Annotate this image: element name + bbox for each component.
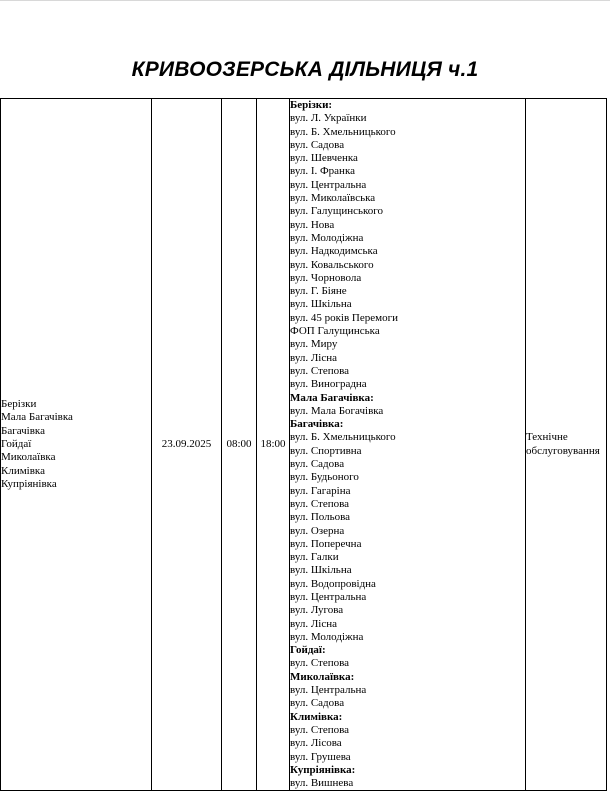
settlements-cell <box>1 99 152 791</box>
streets-cell <box>290 99 526 791</box>
street-item: вул. Степова <box>290 723 350 736</box>
street-item: вул. Виноградна <box>290 378 367 391</box>
street-item: вул. Молодіжна <box>290 231 364 244</box>
street-item: вул. 45 років Перемоги <box>290 311 398 324</box>
street-item: вул. Центральна <box>290 684 367 697</box>
street-item: вул. Л. Українки <box>290 112 367 125</box>
end-time-cell: 18:00 <box>257 99 290 791</box>
street-item: вул. Галущинського <box>290 205 384 218</box>
settlement-header: Миколаївка: <box>290 670 355 683</box>
street-item: вул. Лісова <box>290 737 342 750</box>
street-item: вул. Шкільна <box>290 564 352 577</box>
street-item: вул. Б. Хмельницького <box>290 431 396 444</box>
settlement-item: Климівка <box>1 464 45 477</box>
street-item: вул. Озерна <box>290 524 345 537</box>
street-item: вул. Молодіжна <box>290 630 364 643</box>
street-item: вул. Водопровідна <box>290 577 376 590</box>
settlement-header: Климівка: <box>290 710 343 723</box>
settlement-header: Мала Багачівка: <box>290 391 374 404</box>
outage-schedule-table <box>0 98 607 791</box>
page-title: КРИВООЗЕРСЬКА ДІЛЬНИЦЯ ч.1 <box>131 58 479 81</box>
street-item: вул. Мала Богачівка <box>290 404 384 417</box>
page-top-border <box>0 0 610 1</box>
street-item: вул. Поперечна <box>290 537 362 550</box>
settlement-header: Багачівка: <box>290 418 344 431</box>
settlement-item: Гойдаї <box>1 438 32 451</box>
street-item: вул. Степова <box>290 657 350 670</box>
street-item: вул. Шкільна <box>290 298 352 311</box>
street-item: вул. Ковальського <box>290 258 374 271</box>
street-item: вул. Польова <box>290 511 351 524</box>
table-row <box>1 99 607 791</box>
start-time-cell: 08:00 <box>222 99 257 791</box>
street-item: вул. Степова <box>290 497 350 510</box>
settlement-header: Купріянівка: <box>290 763 356 776</box>
street-item: вул. Вишнева <box>290 777 354 790</box>
settlement-header: Берізки: <box>290 99 333 111</box>
street-item: вул. І. Франка <box>290 165 356 178</box>
settlement-item: Берізки <box>1 398 37 411</box>
settlement-item: Купріянівка <box>1 477 57 490</box>
street-item: вул. Миколаївська <box>290 192 376 205</box>
street-item: вул. Г. Біяне <box>290 285 347 298</box>
street-item: вул. Б. Хмельницького <box>290 125 396 138</box>
street-item: вул. Грушева <box>290 750 351 763</box>
street-item: вул. Садова <box>290 697 345 710</box>
street-item: вул. Лугова <box>290 604 344 617</box>
street-item: вул. Садова <box>290 458 345 471</box>
date-cell: 23.09.2025 <box>152 99 222 791</box>
street-item: вул. Садова <box>290 138 345 151</box>
street-item: вул. Чорновола <box>290 271 362 284</box>
street-item: вул. Нова <box>290 218 335 231</box>
street-item: вул. Спортивна <box>290 444 362 457</box>
street-item: ФОП Галущинська <box>290 325 380 338</box>
street-item: вул. Центральна <box>290 178 367 191</box>
street-item: вул. Надкодимська <box>290 245 378 258</box>
settlement-item: Миколаївка <box>1 451 56 464</box>
street-item: вул. Лісна <box>290 617 337 630</box>
settlement-header: Гойдаї: <box>290 644 326 657</box>
street-item: вул. Миру <box>290 338 338 351</box>
street-item: вул. Центральна <box>290 590 367 603</box>
street-item: вул. Гагаріна <box>290 484 351 497</box>
street-item: вул. Лісна <box>290 351 337 364</box>
street-item: вул. Галки <box>290 551 339 564</box>
street-item: вул. Степова <box>290 364 350 377</box>
reason-cell: Технічне обслуговування <box>526 99 607 791</box>
street-item: вул. Шевченка <box>290 152 358 165</box>
settlement-item: Мала Багачівка <box>1 411 73 424</box>
settlement-item: Багачівка <box>1 424 45 437</box>
street-item: вул. Будьоного <box>290 471 359 484</box>
